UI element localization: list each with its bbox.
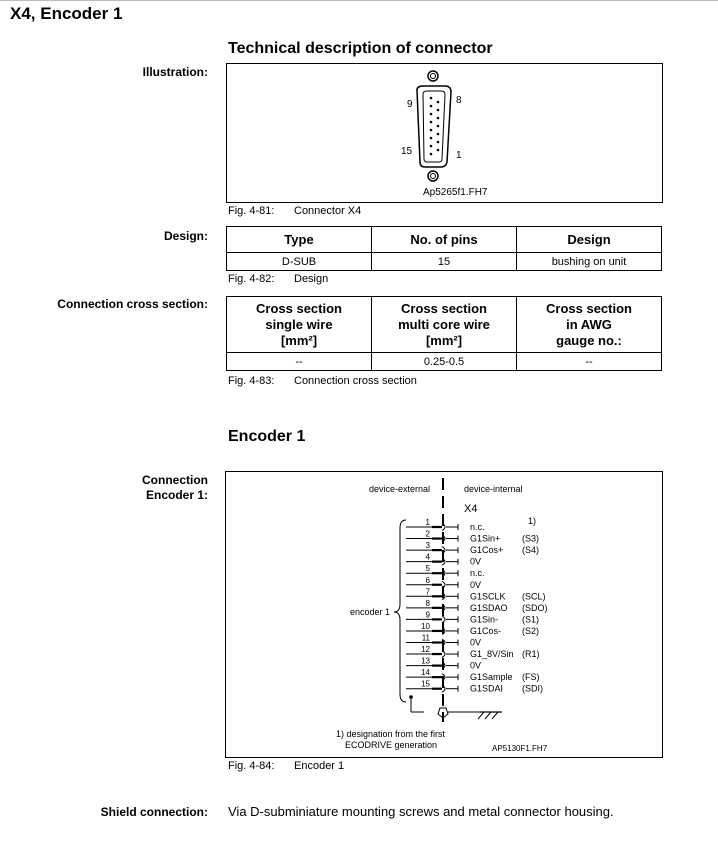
encoder1-group-label: encoder 1 bbox=[350, 607, 391, 617]
pin-number: 15 bbox=[421, 679, 430, 689]
pin-alt-designation: (SDO) bbox=[522, 602, 548, 613]
cross-header-line: Cross section bbox=[401, 300, 487, 316]
pin-alt-designation: (SDI) bbox=[522, 683, 543, 694]
shield-description: Via D-subminiature mounting screws and metal connector housing. bbox=[228, 804, 614, 819]
cross-cell-awg: -- bbox=[517, 353, 662, 371]
pin-number: 11 bbox=[421, 633, 430, 643]
fig-text: Connector X4 bbox=[294, 205, 362, 217]
pin-number: 4 bbox=[425, 552, 430, 562]
footnote-marker: 1) bbox=[528, 516, 537, 526]
device-external-label: device-external bbox=[369, 484, 431, 494]
pin-signal: G1_8V/Sin bbox=[470, 649, 514, 660]
fig-text: Encoder 1 bbox=[294, 760, 345, 772]
section-title-encoder: Encoder 1 bbox=[228, 428, 306, 445]
dsub-connector-drawing bbox=[227, 64, 662, 202]
pin-signal: G1Cos- bbox=[470, 625, 502, 636]
design-header-pins: No. of pins bbox=[372, 227, 517, 253]
pin-number: 14 bbox=[421, 668, 430, 678]
cross-cell-single: -- bbox=[227, 353, 372, 371]
pin-alt-designation: (R1) bbox=[522, 649, 540, 660]
pin-number: 8 bbox=[425, 598, 430, 608]
fig-number: Fig. 4-82: bbox=[228, 273, 275, 285]
encoder-wiring-diagram bbox=[226, 472, 662, 757]
cross-header-line: gauge no.: bbox=[556, 332, 622, 348]
footnote-line-1: 1) designation from the first bbox=[336, 729, 446, 739]
design-cell-pins: 15 bbox=[372, 253, 517, 271]
pin-signal: G1SDAO bbox=[470, 602, 508, 613]
pin-alt-designation: (S2) bbox=[522, 625, 540, 636]
pin-signal: G1Sample bbox=[470, 672, 513, 683]
design-table bbox=[226, 226, 662, 271]
design-header-type: Type bbox=[227, 227, 372, 253]
pin-alt-designation: (SCL) bbox=[522, 591, 546, 602]
fig-number: Fig. 4-81: bbox=[228, 205, 275, 217]
label-connection: Connection bbox=[142, 473, 208, 487]
pin-number: 7 bbox=[425, 587, 430, 597]
pin-alt-designation: (FS) bbox=[522, 672, 540, 683]
label-design: Design: bbox=[163, 229, 208, 243]
pin-number: 9 bbox=[425, 610, 430, 620]
cross-header-single bbox=[227, 297, 372, 353]
cross-header-line: single wire bbox=[265, 316, 333, 332]
cross-header-line: [mm²] bbox=[280, 332, 318, 348]
pin-number: 13 bbox=[421, 656, 430, 666]
pin-label-15: 15 bbox=[401, 146, 413, 157]
connector-x4-label: X4 bbox=[464, 503, 478, 515]
device-internal-label: device-internal bbox=[464, 484, 523, 494]
fig-number: Fig. 4-84: bbox=[228, 760, 275, 772]
diagram-file-name: AP5130F1.FH7 bbox=[492, 744, 548, 753]
cross-header-line: Cross section bbox=[546, 300, 632, 316]
pin-signal: G1Cos+ bbox=[470, 545, 504, 556]
pin-signal: G1SDAI bbox=[470, 683, 504, 694]
footnote-line-2: ECODRIVE generation bbox=[345, 740, 438, 750]
pin-number: 2 bbox=[425, 529, 430, 539]
pin-signal: G1Sin+ bbox=[470, 533, 501, 544]
design-cell-type: D-SUB bbox=[227, 253, 372, 271]
fig-number: Fig. 4-83: bbox=[228, 375, 275, 387]
label-encoder1: Encoder 1: bbox=[145, 488, 208, 502]
label-cross-section: Connection cross section: bbox=[57, 297, 208, 311]
fig-caption-connector bbox=[228, 205, 361, 217]
pin-signal: G1SCLK bbox=[470, 591, 506, 602]
fig-text: Connection cross section bbox=[294, 375, 417, 387]
cross-header-line: multi core wire bbox=[398, 316, 490, 332]
cross-section-table bbox=[226, 296, 662, 371]
fig-text: Design bbox=[294, 273, 329, 285]
pin-label-9: 9 bbox=[407, 99, 413, 110]
cross-header-multi bbox=[372, 297, 517, 353]
pin-number: 1 bbox=[425, 518, 430, 527]
section-title-connector: Technical description of connector bbox=[228, 40, 493, 57]
page-title: X4, Encoder 1 bbox=[10, 4, 123, 23]
cross-header-line: Cross section bbox=[256, 300, 342, 316]
pin-alt-designation: (S4) bbox=[522, 545, 540, 556]
encoder-diagram-box bbox=[225, 471, 663, 758]
pin-signal: n.c. bbox=[470, 522, 485, 532]
cross-header-line: in AWG bbox=[566, 316, 612, 332]
pin-signal: G1Sin- bbox=[470, 614, 499, 625]
cross-cell-multi: 0.25-0.5 bbox=[372, 353, 517, 371]
cross-header-line: [mm²] bbox=[425, 332, 463, 348]
label-illustration: Illustration: bbox=[142, 65, 208, 79]
pin-number: 5 bbox=[425, 564, 430, 574]
fig-caption-design bbox=[228, 273, 328, 285]
pin-number: 3 bbox=[425, 541, 430, 551]
fig-caption-encoder bbox=[228, 760, 344, 772]
pin-alt-designation: (S3) bbox=[522, 533, 540, 544]
pin-signal: n.c. bbox=[470, 568, 485, 579]
cross-header-awg bbox=[517, 297, 662, 353]
pin-signal: 0V bbox=[470, 579, 482, 590]
design-cell-design: bushing on unit bbox=[517, 253, 662, 271]
fig-caption-cross-section bbox=[228, 375, 417, 387]
pin-label-1: 1 bbox=[456, 150, 462, 161]
top-rule bbox=[0, 0, 718, 1]
pin-alt-designation: (S1) bbox=[522, 614, 540, 625]
socket-symbol bbox=[442, 616, 445, 623]
pin-signal: 0V bbox=[470, 660, 482, 671]
design-header-design: Design bbox=[517, 227, 662, 253]
pin-number: 10 bbox=[421, 621, 430, 631]
connector-file-name: Ap5265f1.FH7 bbox=[423, 187, 488, 198]
pin-signal: 0V bbox=[470, 556, 482, 567]
label-shield: Shield connection: bbox=[100, 805, 208, 819]
pin-number: 6 bbox=[425, 575, 430, 585]
pin-number: 12 bbox=[421, 645, 430, 655]
connector-illustration-box bbox=[226, 63, 663, 203]
pin-signal: 0V bbox=[470, 637, 482, 648]
pin-label-8: 8 bbox=[456, 95, 462, 106]
